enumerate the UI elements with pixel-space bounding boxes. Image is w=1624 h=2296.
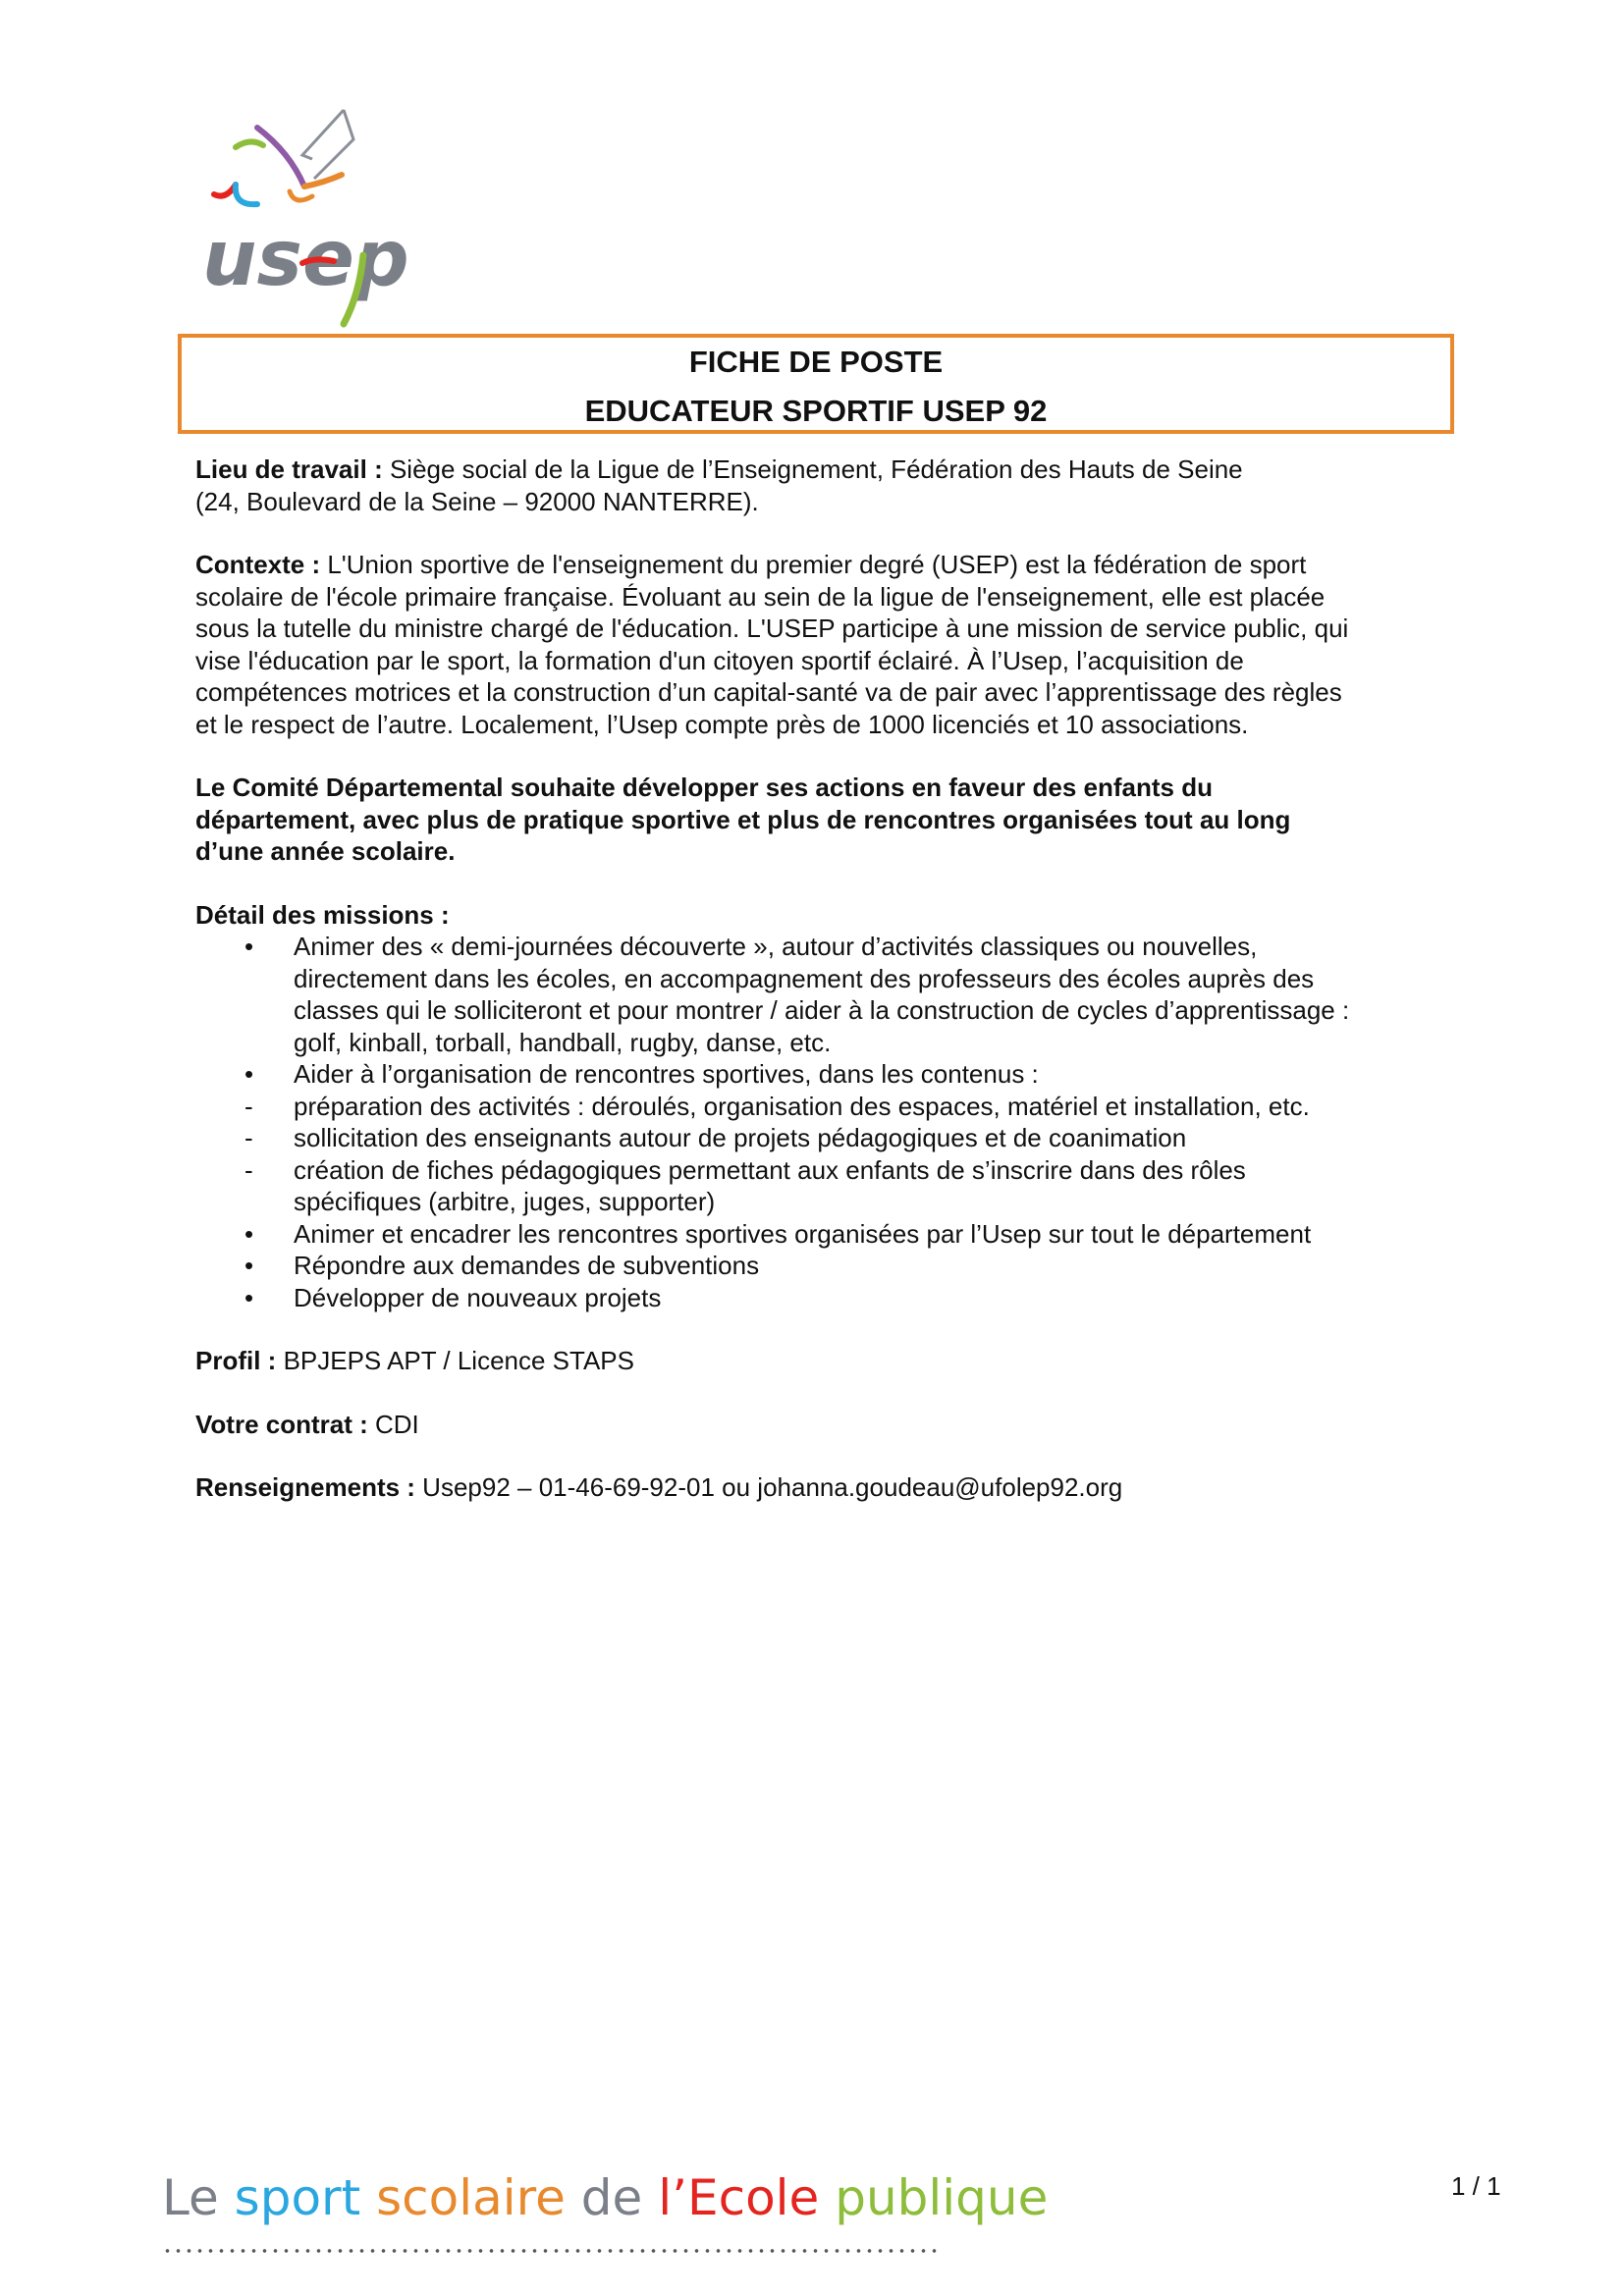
contexte-line-0 <box>195 549 1462 581</box>
missions-heading: Détail des missions : <box>195 899 450 930</box>
dash-marker: - <box>244 1154 253 1185</box>
list-item <box>195 1154 1462 1218</box>
renseignements-value: Usep92 – 01-46-69-92-01 ou johanna.goudeau@ufolep92.org <box>414 1472 1123 1502</box>
bullet-marker: • <box>244 1251 254 1280</box>
lieu-line-1 <box>195 454 1462 486</box>
tagline-word: l’Ecole <box>658 2169 820 2226</box>
list-item <box>195 931 1462 1058</box>
usep-logo <box>196 98 452 334</box>
lieu-text-2: (24, Boulevard de la Seine – 92000 NANTERRE). <box>195 486 759 516</box>
doc-subtitle: EDUCATEUR SPORTIF USEP 92 <box>584 394 1048 428</box>
mission-line: création de fiches pédagogiques permettant aux enfants de s’inscrire dans des rôles <box>294 1154 1246 1185</box>
lieu-label: Lieu de travail : <box>195 454 383 484</box>
usep-logo-icon <box>196 98 452 334</box>
tagline-word: Le <box>162 2169 219 2226</box>
bullet-marker: • <box>244 1218 254 1249</box>
list-item <box>195 1250 1462 1282</box>
list-item <box>195 1058 1462 1091</box>
mission-line: sollicitation des enseignants autour de projets pédagogiques et de coanimation <box>294 1123 1187 1152</box>
footer-tagline <box>162 2169 1048 2226</box>
mission-line: spécifiques (arbitre, juges, supporter) <box>294 1187 716 1216</box>
bullet-marker: • <box>244 932 254 961</box>
contexte-text-1: scolaire de l'école primaire française. Évoluant au sein de la ligue de l'enseignement, elle est placée <box>195 581 1326 612</box>
bullet-marker: • <box>244 1059 254 1089</box>
page-number: 1 / 1 <box>1451 2171 1501 2201</box>
mission-line: golf, kinball, torball, handball, rugby, danse, etc. <box>294 1027 832 1057</box>
tagline-word: de <box>580 2169 643 2226</box>
contexte-text-2: sous la tutelle du ministre chargé de l'éducation. L'USEP participe à une mission de service public, qui <box>195 614 1349 643</box>
contexte-text-5: et le respect de l’autre. Localement, l’Usep compte près de 1000 licenciés et 10 associations. <box>195 709 1249 739</box>
bullet-marker: • <box>244 1282 254 1312</box>
contrat-line <box>195 1409 1462 1441</box>
mission-line: Animer des « demi-journées découverte », autour d’activités classiques ou nouvelles, <box>294 932 1258 961</box>
mission-line: directement dans les écoles, en accompagnement des professeurs des écoles auprès des <box>294 963 1315 993</box>
list-item <box>195 1282 1462 1314</box>
contexte-label: Contexte : <box>195 550 321 579</box>
dash-marker: - <box>244 1123 253 1152</box>
list-item <box>195 1218 1462 1251</box>
mission-line: Aider à l’organisation de rencontres sportives, dans les contenus : <box>294 1059 1039 1089</box>
contrat-label: Votre contrat : <box>195 1409 368 1439</box>
contexte-text-3: vise l'éducation par le sport, la formation d'un citoyen sportif éclairé. À l’Usep, l’acquisition de <box>195 645 1244 675</box>
title-box <box>178 334 1454 434</box>
mission-line: classes qui le solliciteront et pour montrer / aider à la construction de cycles d’apprentissage : <box>294 995 1350 1025</box>
doc-title: FICHE DE POSTE <box>688 345 944 379</box>
document-body <box>195 454 1462 1504</box>
comite-text-0: Le Comité Départemental souhaite développer ses actions en faveur des enfants du <box>195 773 1213 802</box>
renseignements-line <box>195 1471 1462 1504</box>
logo-word: usep <box>202 215 409 303</box>
profil-label: Profil : <box>195 1346 277 1375</box>
list-item <box>195 1122 1462 1154</box>
contexte-text-0: L'Union sportive de l'enseignement du premier degré (USEP) est la fédération de sport <box>320 550 1307 579</box>
renseignements-label: Renseignements : <box>195 1472 415 1502</box>
tagline-word: publique <box>835 2169 1049 2226</box>
tagline-word: scolaire <box>376 2169 566 2226</box>
list-item <box>195 1091 1462 1123</box>
contrat-value: CDI <box>367 1409 419 1439</box>
profil-line <box>195 1345 1462 1377</box>
mission-line: préparation des activités : déroulés, organisation des espaces, matériel et installation, etc. <box>294 1091 1310 1121</box>
comite-text-1: département, avec plus de pratique sportive et plus de rencontres organisées tout au long <box>195 804 1291 834</box>
comite-text-2: d’une année scolaire. <box>195 836 456 866</box>
mission-line: Répondre aux demandes de subventions <box>294 1251 760 1280</box>
contexte-text-4: compétences motrices et la construction d’un capital-santé va de pair avec l’apprentissage des règles <box>195 677 1342 707</box>
dash-marker: - <box>244 1091 253 1121</box>
missions-list <box>195 931 1462 1313</box>
mission-line: Développer de nouveaux projets <box>294 1282 662 1312</box>
tagline-word: sport <box>234 2169 361 2226</box>
profil-value: BPJEPS APT / Licence STAPS <box>276 1346 634 1375</box>
mission-line: Animer et encadrer les rencontres sportives organisées par l’Usep sur tout le département <box>294 1218 1312 1249</box>
lieu-text-1: Siège social de la Ligue de l’Enseignement, Fédération des Hauts de Seine <box>382 454 1243 484</box>
footer-dotted-line <box>162 2248 938 2254</box>
